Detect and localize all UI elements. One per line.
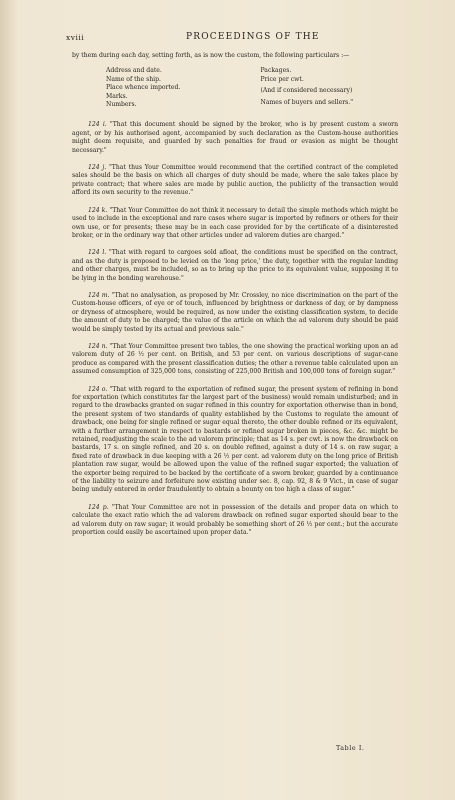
paragraph-text: "That with regard to the exportation of refined sugar, the present system of refining in bond for exportation (which constitutes far the largest part of the business) would remain undisturbed; and in regard to the drawbacks granted on sugar refined in this country for exportation otherwise than in bond, the present system of two standards of quality established by the Customs to regulate the amount of drawback, one being for single refined or sugar equal thereto, the other double refined or its equivalent, with a further arrangement in respect to bastards or refined sugar broken in pieces, &c. &c. might be retained, readjusting the scale to the ad valorem principle; that as 14 s. per cwt. is now the drawback on bastards, 17 s. on single refined, and 20 s. on double refined, against a duty of 14 s. on raw sugar, a fixed rate of drawback in due keeping with a 26 ½ per cent. ad valorem duty on the long price of British plantation raw sugar, would be allowed upon the value of the refined sugar exported; the valuation of the exporter being required to be backed by the certificate of a sworn broker, guarded by a continuance of the liability to seizure and forfeiture now existing under sec. 8, cap. 92, 8 & 9 Vict., in case of sugar being unduly entered in order fraudulently to obtain a bounty on too high a class of sugar." <box>72 385 399 494</box>
paragraph-text: "That Your Committee do not think it necessary to detail the simple methods which might be used to include in the exceptional and rare cases where sugar is imported by refiners or others for their own use, or for presents; these may be in each case provided for by the certificate of a disinterested broker, or in the ordinary way that other articles under ad valorem duties are charged." <box>72 206 399 239</box>
paragraph-124-p <box>72 504 398 538</box>
particular-item: Marks. <box>106 92 128 100</box>
paragraph-reference: 124 k. <box>88 206 108 214</box>
paragraph-124-l <box>72 249 398 283</box>
particulars-right-column <box>260 67 386 109</box>
body-text <box>72 52 398 547</box>
paragraph-reference: 124 j. <box>88 164 107 172</box>
paragraph-text: "That this document should be signed by the broker, who is by present custom a sworn agent, or by his authorised agent, accompanied by such declaration as the Custom-house authorities might deem requisite, and guarded by such penalties for fraud or evasion as might be thought necessary." <box>72 121 398 154</box>
particular-item: Names of buyers and sellers." <box>260 98 354 106</box>
particulars-left-column <box>106 67 260 109</box>
particular-item: Name of the ship. <box>106 75 161 83</box>
paragraph-reference: 124 p. <box>88 503 109 511</box>
paragraph-124-k <box>72 207 398 241</box>
page-header <box>66 33 384 45</box>
paragraph-text: "That thus Your Committee would recommend that the certified contract of the completed sales should be the basis on which all charges of duty should be made, where the sale takes place by private contract; that where sales are made by public auction, the publicity of the transaction would afford its own security to the revenue." <box>72 164 398 197</box>
paragraph-reference: 124 l. <box>88 249 107 257</box>
running-head: PROCEEDINGS OF THE <box>186 32 320 42</box>
particular-item: Price per cwt. <box>260 75 304 83</box>
particulars-list <box>106 67 386 109</box>
page-number: xviii <box>66 33 85 42</box>
paragraph-reference: 124 n. <box>88 342 108 350</box>
paragraph-124-n <box>72 343 398 377</box>
catchword: Table I. <box>336 745 365 752</box>
particular-item: Numbers. <box>106 101 137 109</box>
paragraph-text: "That Your Committee are not in possession of the details and proper data on which to calculate the exact ratio which the ad valorem drawback on refined sugar exported should bear to the ad valorem duty on raw sugar; it would probably be something short of 26 ½ per cent.; but the accurate proportion could easily be ascertained upon proper data." <box>72 503 399 537</box>
paragraph-reference: 124 i. <box>88 121 107 129</box>
particular-item: (And if considered necessary) <box>260 87 353 95</box>
paragraph-reference: 124 o. <box>88 385 108 393</box>
intro-paragraph: by them during each day, setting forth, as is now the custom, the following particulars :— <box>72 52 350 59</box>
paragraph-124-m <box>72 292 398 334</box>
paragraph-124-o <box>72 386 398 495</box>
paragraph-text: "That with regard to cargoes sold afloat, the conditions must be specified on the contract, and as the duty is proposed to be levied on the 'long price,' the duty, together with the regular landing and other charges, must be included, so as to bring up the price to its equivalent value, supposing it to be lying in the bonding warehouse." <box>72 249 398 282</box>
paragraph-reference: 124 m. <box>88 291 110 299</box>
particular-item: Address and date. <box>106 67 162 75</box>
paragraph-text: "That Your Committee present two tables, the one showing the practical working upon an ad valorem duty of 26 ½ per cent. on British, and 53 per cent. on various descriptions of sugar-cane produce as compared with the present classification duties; the other a revenue table calculated upon an assumed consumption of 325,000 tons, consisting of 225,000 British and 100,000 tons of foreign sugar." <box>72 342 398 376</box>
paragraph-text: "That no analysation, as proposed by Mr. Crossley, no nice discrimination on the part of the Custom-house officers, of eye or of touch, influenced by brightness or darkness of day, or by dampness or dryness of atmosphere, would be required, as now under the existing classification system, to decide the amount of duty to be charged; the value of the article on which the ad valorem duty should be paid would be simply tested by its actual and previous sale." <box>72 291 399 333</box>
particular-item: Packages. <box>260 67 292 75</box>
paragraph-124-i <box>72 121 398 155</box>
particular-item: Place whence imported. <box>106 84 181 92</box>
paragraph-124-j <box>72 164 398 198</box>
